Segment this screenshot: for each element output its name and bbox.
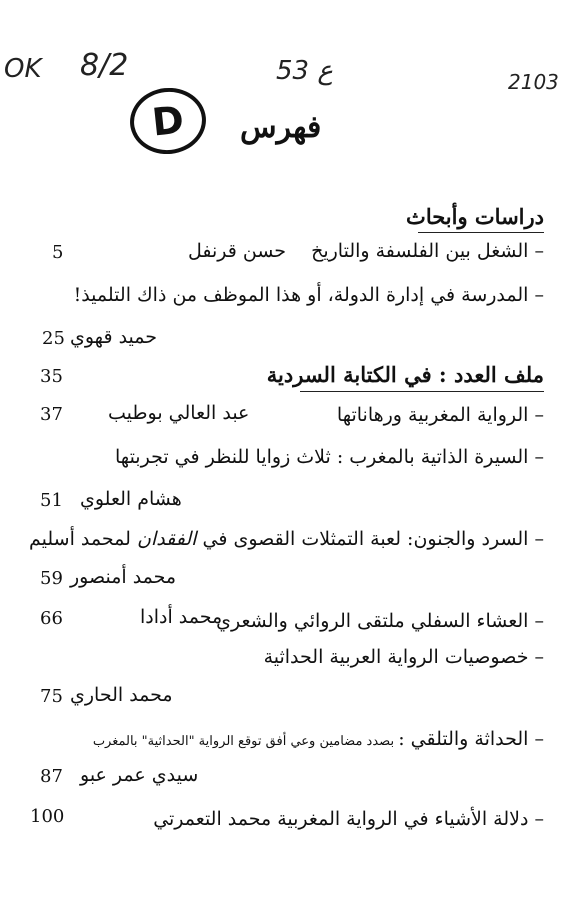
toc-entry-author: هشام العلوي: [80, 488, 182, 510]
toc-entry-author: محمد أمنصور: [70, 566, 177, 588]
section-underline: [418, 232, 544, 233]
toc-entry-title: – دلالة الأشياء في الرواية المغربية محمد التعمرتي: [153, 808, 544, 830]
toc-entry-author: محمد الحاري: [70, 684, 173, 706]
toc-entry-title: – المدرسة في إدارة الدولة، أو هذا الموظف من ذاك التلميذ!: [73, 284, 544, 306]
toc-entry-page: 51: [40, 490, 63, 511]
section-heading-studies: دراسات وأبحاث: [406, 204, 544, 229]
toc-entry-title: – السيرة الذاتية بالمغرب : ثلاث زوايا للنظر في تجربتها: [115, 446, 544, 468]
toc-entry-page: 25: [42, 328, 65, 349]
handwritten-code: 53 ع: [276, 56, 333, 86]
section-page: 35: [40, 366, 63, 387]
page-title: فهرس: [240, 110, 322, 145]
toc-entry-page: 37: [40, 404, 63, 425]
toc-entry-author: حميد قهوي: [70, 326, 158, 348]
toc-entry-page: 87: [40, 766, 63, 787]
toc-entry-page: 75: [40, 686, 63, 707]
toc-entry-author: عبد العالي بوطيب: [108, 402, 250, 424]
toc-entry-title: – الرواية المغربية ورهاناتها: [336, 404, 544, 426]
toc-entry-title: – العشاء السفلي ملتقى الروائي والشعري: [216, 610, 544, 632]
toc-entry-page: 66: [40, 608, 63, 629]
toc-entry-page: 100: [30, 806, 65, 827]
toc-entry-title-part: لمحمد أسليم: [29, 528, 137, 550]
toc-entry-page: 5: [52, 242, 64, 263]
toc-entry-title-main: – الحداثة والتلقي :: [398, 728, 544, 750]
section-heading-dossier: ملف العدد : في الكتابة السردية: [266, 362, 544, 387]
toc-entry-title-part: – السرد والجنون: لعبة التمثلات القصوى في: [196, 528, 544, 550]
toc-entry-title: [93, 728, 544, 750]
handwritten-year: 2103: [508, 70, 559, 94]
toc-entry-title: – الشغل بين الفلسفة والتاريخ: [311, 240, 544, 262]
toc-entry-author: حسن قرنفل: [188, 240, 287, 262]
circled-letter-stamp: [127, 84, 209, 158]
stamp-letter: D: [150, 97, 186, 145]
toc-entry-title-italic: الفقدان: [136, 528, 197, 550]
handwritten-ok: OK: [4, 54, 42, 84]
section-underline: [300, 391, 544, 392]
toc-entry-title-sub: بصدد مضامين وعي أفق توقع الرواية "الحداثية" بالمغرب: [92, 734, 399, 749]
handwritten-fraction: 8/2: [80, 48, 129, 83]
toc-entry-title: [29, 528, 544, 550]
toc-entry-author: سيدي عمر عبو: [80, 764, 199, 786]
toc-entry-author: محمد أدادا: [140, 606, 223, 628]
toc-entry-title: – خصوصيات الرواية العربية الحداثية: [263, 646, 544, 668]
toc-entry-page: 59: [40, 568, 63, 589]
